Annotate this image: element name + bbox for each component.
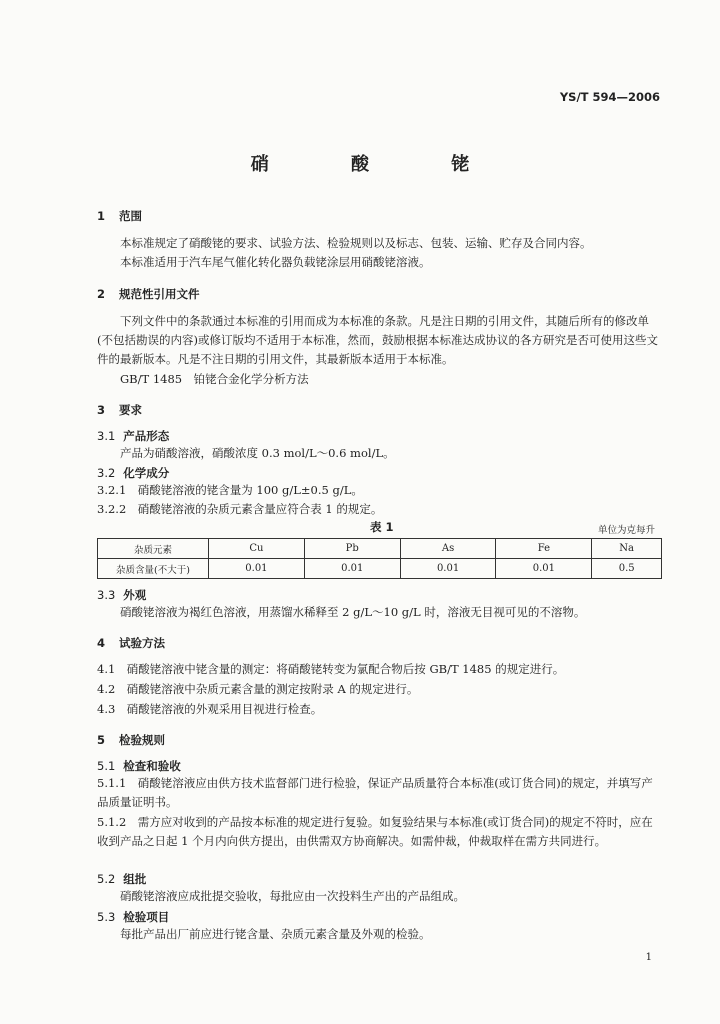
section-5-1-1: 5.1.1 硝酸铑溶液应由供方技术监督部门进行检验，保证产品质量符合本标准(或订货合同)的规定，并填写产品质量证明书。 <box>97 776 653 809</box>
table-header-cell: Pb <box>304 539 400 559</box>
table-cell: 0.01 <box>496 559 592 579</box>
standard-code: YS/T 594—2006 <box>559 90 660 104</box>
table-row <box>98 539 662 559</box>
section-5-2-heading: 5.2 组批 <box>97 872 147 886</box>
section-1-paragraph-1: 本标准规定了硝酸铑的要求、试验方法、检验规则以及标志、包装、运输、贮存及合同内容。 <box>120 236 592 250</box>
table-header-cell: As <box>400 539 496 559</box>
impurity-table <box>97 538 662 579</box>
section-5-3-heading: 5.3 检验项目 <box>97 910 170 924</box>
section-5-1-heading: 5.1 检查和验收 <box>97 759 181 773</box>
table-header-label: 杂质元素 <box>98 539 209 559</box>
table-header-cell: Na <box>592 539 662 559</box>
table-cell: 0.5 <box>592 559 662 579</box>
table-row-label: 杂质含量(不大于) <box>98 559 209 579</box>
table-cell: 0.01 <box>304 559 400 579</box>
table-row <box>98 559 662 579</box>
section-1-heading: 1 范围 <box>97 209 142 223</box>
section-4-1: 4.1 硝酸铑溶液中铑含量的测定：将硝酸铑转变为氯配合物后按 GB/T 1485 的规定进行。 <box>97 662 565 676</box>
table-unit: 单位为克每升 <box>597 525 655 536</box>
section-3-1-paragraph: 产品为硝酸溶液，硝酸浓度 0.3 mol/L～0.6 mol/L。 <box>120 446 395 460</box>
section-4-3: 4.3 硝酸铑溶液的外观采用目视进行检查。 <box>97 702 323 716</box>
section-2-heading: 2 规范性引用文件 <box>97 287 200 301</box>
section-3-3-heading: 3.3 外观 <box>97 588 147 602</box>
section-4-heading: 4 试验方法 <box>97 636 165 650</box>
section-3-2-heading: 3.2 化学成分 <box>97 466 170 480</box>
page-number: 1 <box>645 952 652 963</box>
section-1-paragraph-2: 本标准适用于汽车尾气催化转化器负载铑涂层用硝酸铑溶液。 <box>120 255 431 269</box>
table-header-cell: Cu <box>209 539 305 559</box>
section-2-paragraph: 下列文件中的条款通过本标准的引用而成为本标准的条款。凡是注日期的引用文件，其随后所有的修改单(不包括勘误的内容)或修订版均不适用于本标准，然而，鼓励根据本标准达成协议的各方研究是否可使用这些文件的最新版本。凡是不注日期的引用文件，其最新版本适用于本标准。 <box>97 314 658 366</box>
table-header-cell: Fe <box>496 539 592 559</box>
section-3-3-paragraph: 硝酸铑溶液为褐红色溶液，用蒸馏水稀释至 2 g/L～10 g/L 时，溶液无目视可见的不溶物。 <box>120 605 586 619</box>
section-5-2-paragraph: 硝酸铑溶液应成批提交验收，每批应由一次投料生产出的产品组成。 <box>120 889 465 903</box>
section-3-1-heading: 3.1 产品形态 <box>97 429 170 443</box>
section-3-2-1: 3.2.1 硝酸铑溶液的铑含量为 100 g/L±0.5 g/L。 <box>97 483 363 497</box>
section-5-heading: 5 检验规则 <box>97 733 165 747</box>
section-5-3-paragraph: 每批产品出厂前应进行铑含量、杂质元素含量及外观的检验。 <box>120 927 431 941</box>
document-title: 硝 酸 铑 <box>250 154 508 175</box>
section-2-reference: GB/T 1485 铂铑合金化学分析方法 <box>120 372 309 386</box>
table-caption: 表 1 <box>370 520 394 534</box>
section-3-heading: 3 要求 <box>97 403 142 417</box>
section-5-1-2: 5.1.2 需方应对收到的产品按本标准的规定进行复验。如复验结果与本标准(或订货合同)的规定不符时，应在收到产品之日起 1 个月内向供方提出，由供需双方协商解决。如需仲裁，仲裁取样在需方共同进行。 <box>97 815 653 848</box>
section-3-2-2: 3.2.2 硝酸铑溶液的杂质元素含量应符合表 1 的规定。 <box>97 502 383 516</box>
table-cell: 0.01 <box>209 559 305 579</box>
section-4-2: 4.2 硝酸铑溶液中杂质元素含量的测定按附录 A 的规定进行。 <box>97 682 419 696</box>
table-cell: 0.01 <box>400 559 496 579</box>
